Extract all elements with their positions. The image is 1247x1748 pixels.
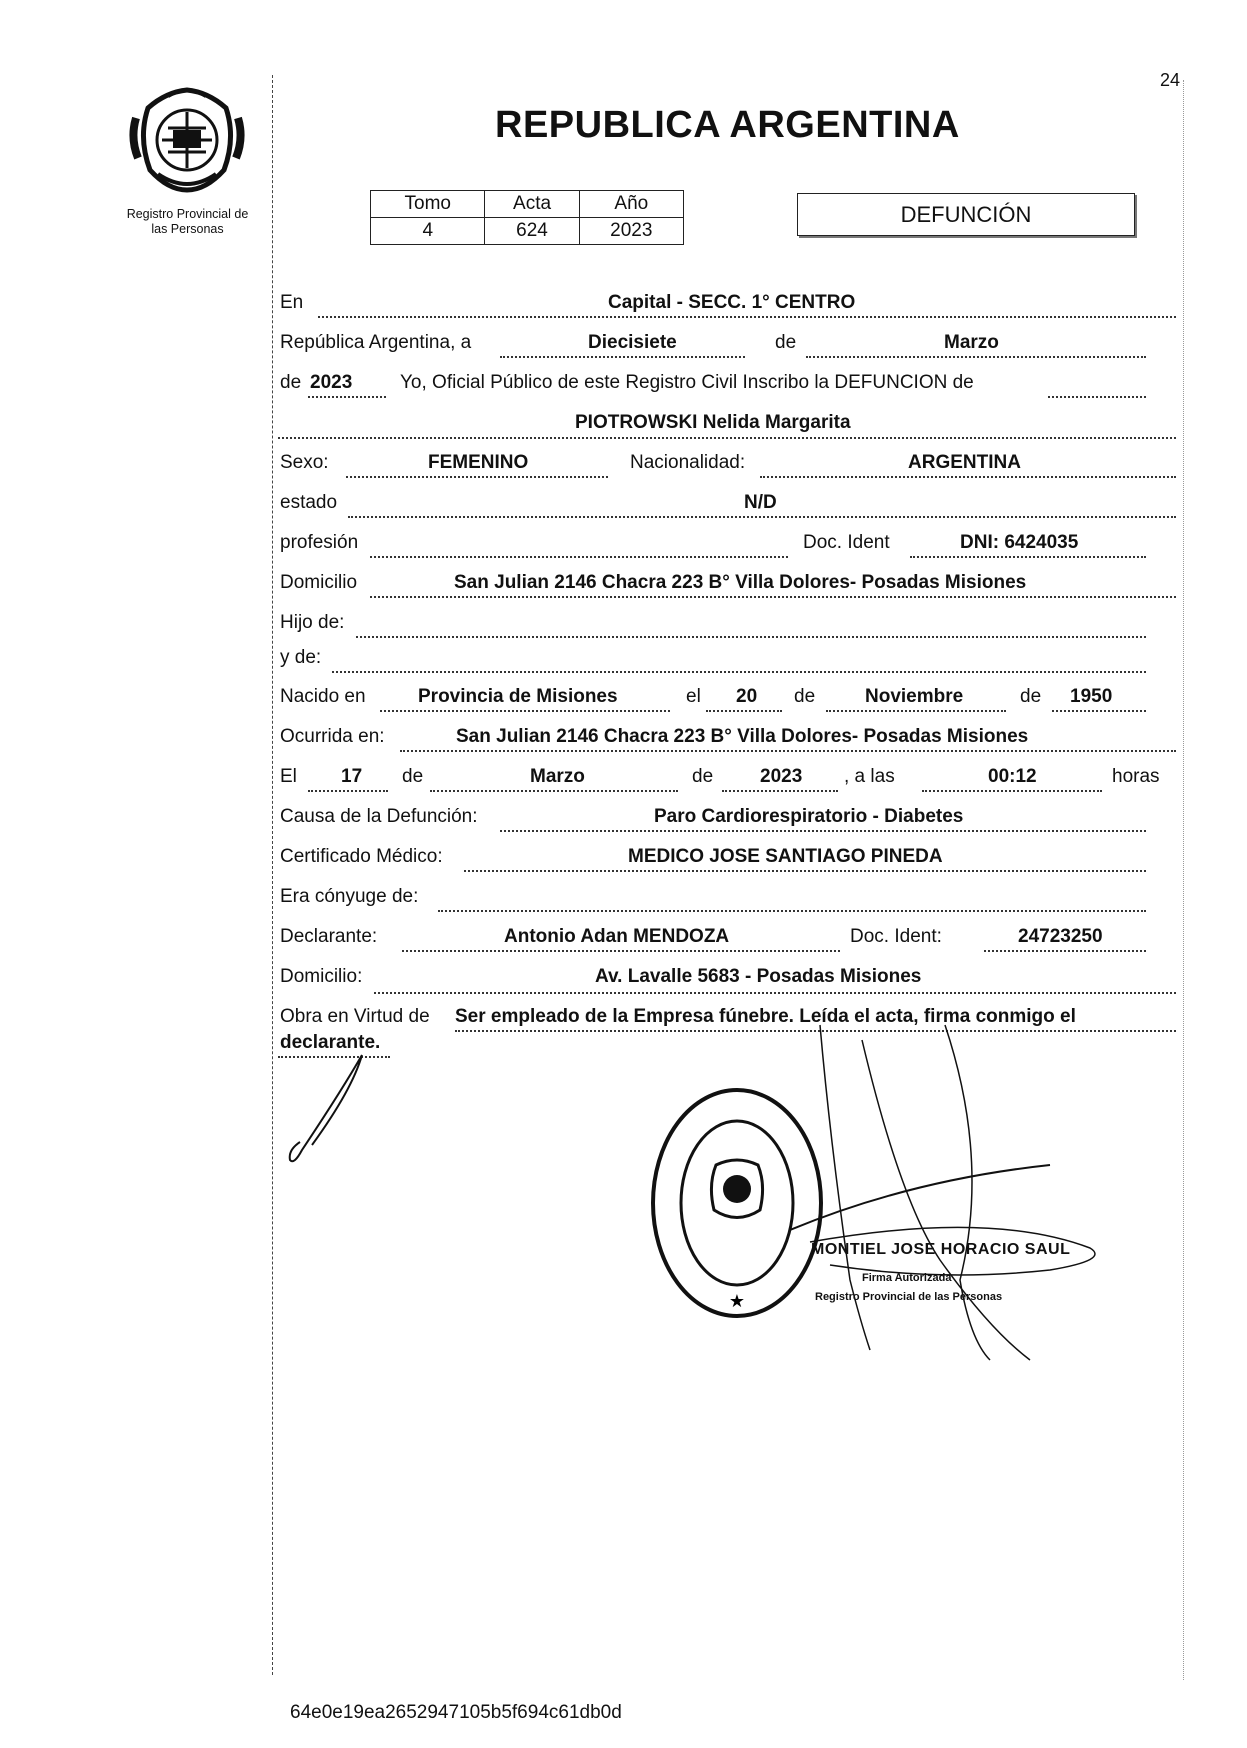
row-ocurrida: [278, 718, 1176, 756]
a-las-label: , a las: [844, 766, 895, 787]
provincial-seal-icon: [128, 78, 246, 194]
organization-name: [100, 207, 275, 237]
year-1: 2023: [310, 372, 353, 393]
declarante-label: Declarante:: [280, 926, 378, 947]
row-estado: [278, 484, 1176, 522]
nacido-dots: [380, 710, 670, 712]
row-hijo: [278, 604, 1176, 642]
acta-header: Acta: [485, 191, 579, 218]
certificado-dots: [464, 870, 1146, 872]
death-year-dots: [722, 790, 838, 792]
inscribo-text: Yo, Oficial Público de este Registro Civil Inscribo la DEFUNCION de: [400, 372, 974, 393]
row-domicilio: [278, 564, 1176, 602]
record-type: DEFUNCIÓN: [900, 201, 1032, 227]
inscribo-dots: [1048, 396, 1146, 398]
hijo-label: Hijo de:: [280, 612, 345, 633]
ocurrida-dots: [400, 750, 1176, 752]
row-certificado: [278, 838, 1176, 876]
de-label-5: de: [402, 766, 424, 787]
republica-label: República Argentina, a: [280, 332, 472, 353]
hijo-dots: [356, 636, 1146, 638]
anio-header: Año: [579, 191, 683, 218]
el-label: el: [686, 686, 701, 707]
el-label-2: El: [280, 766, 297, 787]
organization-line-1: Registro Provincial de: [126, 207, 249, 221]
row-fecha-defuncion: [278, 758, 1176, 796]
en-label: En: [280, 292, 304, 313]
de-label-2: de: [280, 372, 302, 393]
en-dots: [318, 316, 1176, 318]
death-day: 17: [341, 766, 363, 787]
horas-label: horas: [1112, 766, 1160, 787]
nacionalidad-label: Nacionalidad:: [630, 452, 746, 473]
conyuge-dots: [438, 910, 1146, 912]
row-domicilio-declarante: [278, 958, 1176, 996]
year-dots: [308, 396, 386, 398]
signatory-name: MONTIEL JOSE HORACIO SAUL: [811, 1241, 1071, 1258]
death-year: 2023: [760, 766, 803, 787]
certificado-label: Certificado Médico:: [280, 846, 443, 867]
anio-value: 2023: [579, 218, 683, 245]
signatory-office: Registro Provincial de las Personas: [815, 1291, 1003, 1303]
birth-month-dots: [826, 710, 1006, 712]
ocurrida-label: Ocurrida en:: [280, 726, 385, 747]
name-dots: [278, 437, 1176, 439]
birth-day-dots: [706, 710, 782, 712]
obra-value-line1: Ser empleado de la Empresa fúnebre. Leída el acta, firma conmigo el: [455, 1006, 1076, 1027]
doc-ident-label: Doc. Ident: [803, 532, 890, 553]
row-y-de: [278, 639, 1176, 677]
birth-year-dots: [1052, 710, 1146, 712]
domicilio-value: San Julian 2146 Chacra 223 B° Villa Dolores- Posadas Misiones: [454, 572, 1027, 593]
domicilio2-label: Domicilio:: [280, 966, 363, 987]
profesion-label: profesión: [280, 532, 359, 553]
organization-line-2: las Personas: [151, 222, 224, 236]
acta-value: 624: [485, 218, 579, 245]
row-nacido: [278, 678, 1176, 716]
month-dots: [806, 356, 1146, 358]
birth-year: 1950: [1070, 686, 1113, 707]
tomo-value: 4: [371, 218, 485, 245]
signatory-role: Firma Autorizada: [862, 1272, 952, 1284]
birth-day: 20: [736, 686, 758, 707]
de-label-1: de: [775, 332, 797, 353]
estado-value: N/D: [744, 492, 777, 513]
row-sexo: [278, 444, 1176, 482]
ocurrida-value: San Julian 2146 Chacra 223 B° Villa Dolores- Posadas Misiones: [456, 726, 1029, 747]
certificado-value: MEDICO JOSE SANTIAGO PINEDA: [628, 846, 943, 867]
day-dots: [500, 356, 745, 358]
record-type-box: [797, 193, 1135, 236]
doc-ident-value: DNI: 6424035: [960, 532, 1079, 553]
domicilio-label: Domicilio: [280, 572, 358, 593]
causa-value: Paro Cardiorespiratorio - Diabetes: [654, 806, 964, 827]
birth-month: Noviembre: [865, 686, 964, 707]
row-profesion: [278, 524, 1176, 562]
sexo-dots: [346, 476, 608, 478]
left-margin-line: [272, 75, 273, 1675]
death-time: 00:12: [988, 766, 1037, 787]
row-inscribo: [278, 364, 1176, 402]
y-de-label: y de:: [280, 647, 322, 668]
doc-ident2-dots: [984, 950, 1146, 952]
row-en: [278, 284, 1176, 322]
row-fecha: [278, 324, 1176, 362]
estado-label: estado: [280, 492, 338, 513]
document-hash: 64e0e19ea2652947105b5f694c61db0d: [290, 1702, 622, 1723]
row-causa: [278, 798, 1176, 836]
de-label-3: de: [794, 686, 816, 707]
obra-value-line2: declarante.: [280, 1032, 381, 1053]
obra-label: Obra en Virtud de: [280, 1006, 430, 1027]
tomo-header: Tomo: [371, 191, 485, 218]
sexo-value: FEMENINO: [428, 452, 529, 473]
day-words: Diecisiete: [588, 332, 677, 353]
declarante-dots: [402, 950, 840, 952]
page-number: 24: [1160, 70, 1181, 90]
nacionalidad-dots: [760, 476, 1176, 478]
row-nombre: [278, 404, 1176, 442]
conyuge-label: Era cónyuge de:: [280, 886, 419, 907]
doc-ident2-value: 24723250: [1018, 926, 1103, 947]
death-month-dots: [430, 790, 678, 792]
death-day-dots: [308, 790, 388, 792]
death-month: Marzo: [530, 766, 585, 787]
causa-dots: [500, 830, 1146, 832]
svg-text:★: ★: [728, 1291, 746, 1312]
month-1: Marzo: [944, 332, 999, 353]
domicilio2-dots: [374, 992, 1176, 994]
y-de-dots: [332, 671, 1146, 673]
en-value: Capital - SECC. 1° CENTRO: [608, 292, 856, 313]
estado-dots: [348, 516, 1176, 518]
nacido-label: Nacido en: [280, 686, 366, 707]
deceased-name: PIOTROWSKI Nelida Margarita: [575, 412, 851, 433]
doc-ident2-label: Doc. Ident:: [850, 926, 942, 947]
nacido-value: Provincia de Misiones: [418, 686, 618, 707]
registry-table: [370, 190, 684, 245]
profesion-dots: [370, 556, 788, 558]
declarante-value: Antonio Adan MENDOZA: [504, 926, 730, 947]
domicilio-dots: [370, 596, 1176, 598]
de-label-4: de: [1020, 686, 1042, 707]
nacionalidad-value: ARGENTINA: [908, 452, 1021, 473]
causa-label: Causa de la Defunción:: [280, 806, 478, 827]
official-signature-icon: [790, 1020, 1120, 1380]
de-label-6: de: [692, 766, 714, 787]
document-title: REPUBLICA ARGENTINA: [495, 104, 960, 146]
right-margin-line: [1183, 80, 1184, 1680]
doc-ident-dots: [910, 556, 1146, 558]
death-time-dots: [922, 790, 1102, 792]
declarant-signature-icon: [282, 1050, 382, 1170]
sexo-label: Sexo:: [280, 452, 329, 473]
domicilio2-value: Av. Lavalle 5683 - Posadas Misiones: [595, 966, 922, 987]
row-conyuge: [278, 878, 1176, 916]
row-declarante: [278, 918, 1176, 956]
